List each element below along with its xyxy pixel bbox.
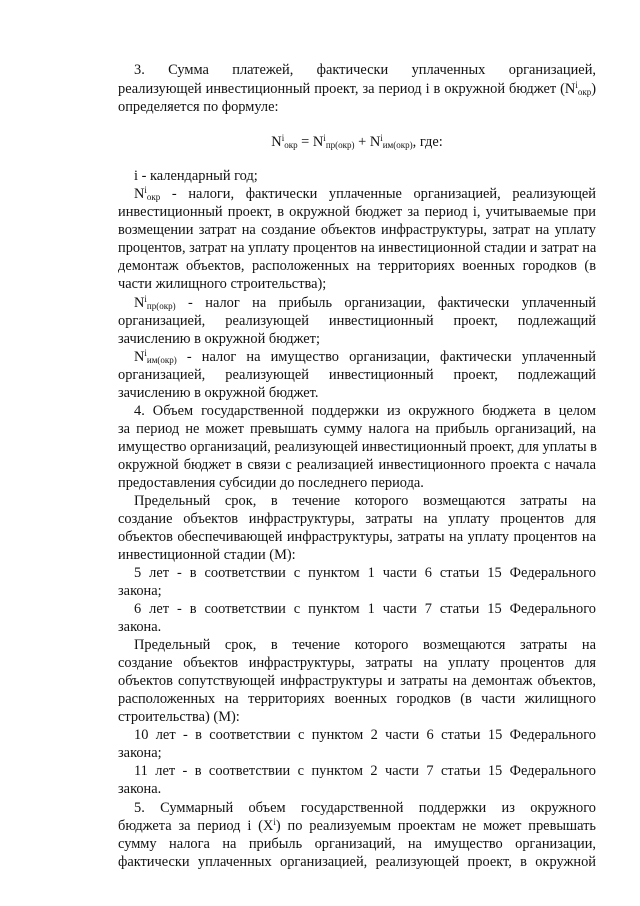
p5-line-2: создание объектов инфраструктуры, затраты на уплату процентов для [118, 511, 596, 527]
def-npr-line-2: организацией, реализующей инвестиционный проект, подлежащий [118, 313, 596, 329]
p6-line-2: создание объектов инфраструктуры, затраты на уплату процентов для [118, 655, 596, 671]
p6-line-3: объектов сопутствующей инфраструктуры и затраты на демонтаж объектов, [118, 673, 596, 689]
p4-line-4: окружной бюджет в связи с реализацией инвестиционного проекта с начала [118, 457, 596, 473]
p4-line-3: имущество организаций, реализующей инвестиционный проект, для уплаты в [118, 439, 597, 455]
def-npr-line-3: зачислению в окружной бюджет; [118, 331, 320, 347]
p3-line-1: 3. Сумма платежей, фактически уплаченных организацией, [134, 62, 596, 78]
bullet-5-years-line-2: закона; [118, 583, 162, 599]
bullet-11-years-line-1: 11 лет - в соответствии с пунктом 2 части 7 статьи 15 Федерального [134, 763, 596, 779]
def-nokr-line-2: инвестиционный проект, в окружной бюджет за период i, учитываемые при [118, 204, 596, 220]
formula: $N^i_{окр} = N^i_{пр(окр)} + N^i_{им(окр)}$, где: [271, 133, 443, 150]
bullet-11-years-line-2: закона. [118, 781, 162, 797]
def-nokr-line-1: $N^i_{окр}$ - налоги, фактически уплаченные организацией, реализующей [134, 185, 596, 202]
def-nokr-line-5: демонтаж объектов, расположенных на территориях военных городков (в [118, 258, 596, 274]
def-npr-line-1: $N^i_{пр(окр)}$ - налог на прибыль организации, фактически уплаченный [134, 294, 596, 311]
p6-line-4: расположенных на территориях военных городков (в части жилищного [118, 691, 596, 707]
def-nim-line-3: зачислению в окружной бюджет. [118, 385, 319, 401]
p7-line-1: 5. Суммарный объем государственной поддержки из окружного [134, 800, 596, 816]
def-nokr-line-4: процентов, затрат на уплату процентов на инвестиционной стадии и затрат на [118, 240, 597, 256]
p4-line-2: за период не может превышать сумму налога на прибыль организаций, на [118, 421, 596, 437]
bullet-10-years-line-2: закона; [118, 745, 162, 761]
bullet-6-years-line-2: закона. [118, 619, 162, 635]
def-nokr-line-3: возмещении затрат на создание объектов инфраструктуры, затрат на уплату [118, 222, 596, 238]
p3-line-3: определяется по формуле: [118, 99, 279, 115]
def-i: i - календарный год; [134, 168, 258, 184]
p4-line-1: 4. Объем государственной поддержки из окружного бюджета в целом [134, 403, 596, 419]
p4-line-5: предоставления субсидии до последнего периода. [118, 475, 424, 491]
def-nim-line-2: организацией, реализующей инвестиционный проект, подлежащий [118, 367, 596, 383]
p5-line-1: Предельный срок, в течение которого возмещаются затраты на [134, 493, 596, 509]
bullet-5-years-line-1: 5 лет - в соответствии с пунктом 1 части 6 статьи 15 Федерального [134, 565, 596, 581]
p3-line-2: реализующей инвестиционный проект, за период i в окружной бюджет $(N^i_{окр})$ [118, 80, 596, 97]
def-nim-line-1: $N^i_{им(окр)}$ - налог на имущество организации, фактически уплаченный [134, 348, 596, 365]
def-nokr-line-6: части жилищного строительства); [118, 276, 327, 292]
bullet-6-years-line-1: 6 лет - в соответствии с пунктом 1 части 7 статьи 15 Федерального [134, 601, 596, 617]
p5-line-3: объектов обеспечивающей инфраструктуры, затраты на уплату процентов на [118, 529, 596, 545]
p7-line-2: бюджета за период i $(X^i)$ по реализуемым проектам не может превышать [118, 817, 596, 834]
p7-line-3: сумму налога на прибыль организаций, на имущество организации, [118, 836, 596, 852]
bullet-10-years-line-1: 10 лет - в соответствии с пунктом 2 части 6 статьи 15 Федерального [134, 727, 596, 743]
p7-line-4: фактически уплаченных организацией, реализующей проект, в окружной [118, 854, 596, 870]
p5-line-4: инвестиционной стадии (М): [118, 547, 296, 563]
p6-line-1: Предельный срок, в течение которого возмещаются затраты на [134, 637, 596, 653]
p6-line-5: строительства) (М): [118, 709, 240, 725]
